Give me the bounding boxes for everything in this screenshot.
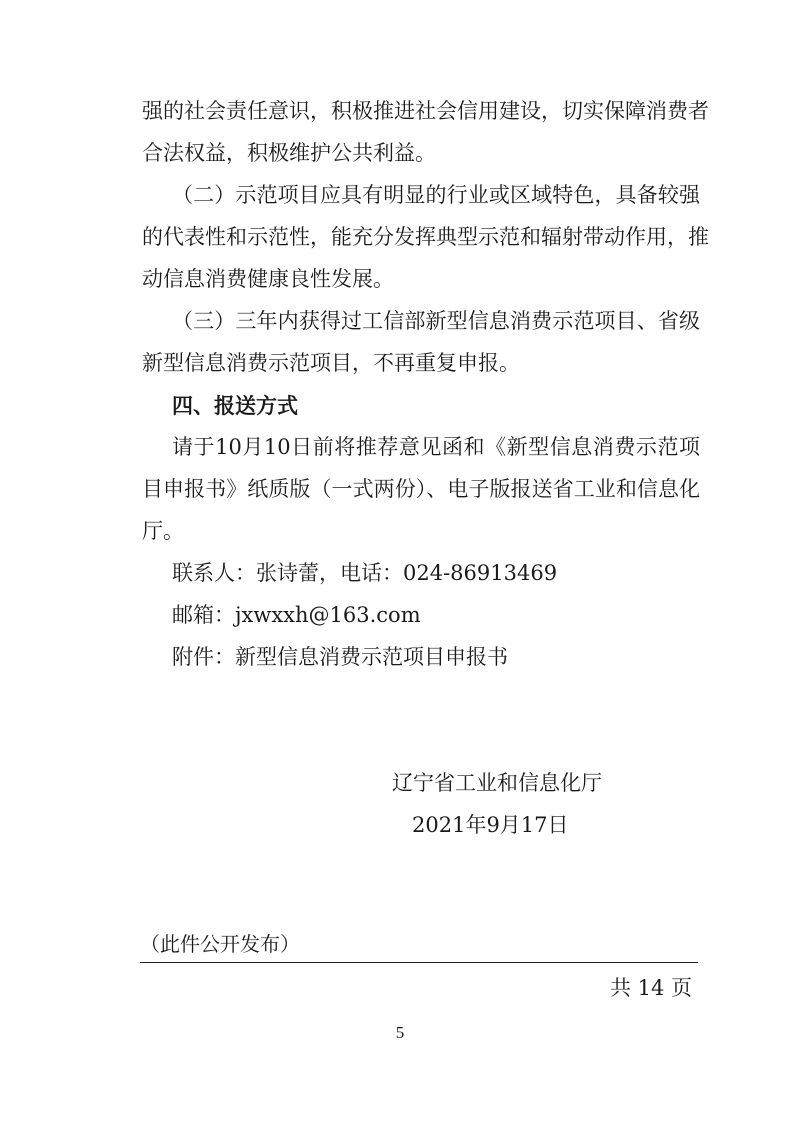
email-line: 邮箱：jxwxxh@163.com bbox=[172, 603, 421, 627]
signature-org: 辽宁省工业和信息化厅 bbox=[392, 771, 602, 795]
section-heading-submission: 四、报送方式 bbox=[172, 393, 298, 418]
footer-divider bbox=[140, 962, 698, 963]
body-p2-line1: （二）示范项目应具有明显的行业或区域特色，具备较强 bbox=[172, 183, 700, 207]
body-p4-line1: 请于10月10日前将推荐意见函和《新型信息消费示范项 bbox=[172, 435, 700, 459]
contact-line: 联系人：张诗蕾，电话：024-86913469 bbox=[172, 561, 558, 585]
signature-date: 2021年9月17日 bbox=[412, 813, 569, 837]
page-number: 5 bbox=[395, 1023, 405, 1042]
body-p1-line2: 合法权益，积极维护公共利益。 bbox=[142, 141, 436, 165]
publish-note: （此件公开发布） bbox=[140, 932, 300, 956]
body-p1-line1: 强的社会责任意识，积极推进社会信用建设，切实保障消费者 bbox=[142, 99, 709, 123]
attachment-line: 附件：新型信息消费示范项目申报书 bbox=[172, 645, 508, 669]
total-pages: 共 14 页 bbox=[610, 976, 693, 1000]
body-p4-line3: 厅。 bbox=[142, 519, 184, 543]
body-p3-line1: （三）三年内获得过工信部新型信息消费示范项目、省级 bbox=[172, 309, 700, 333]
body-p3-line2: 新型信息消费示范项目，不再重复申报。 bbox=[142, 351, 520, 375]
body-p2-line3: 动信息消费健康良性发展。 bbox=[142, 267, 394, 291]
body-p4-line2: 目申报书》纸质版（一式两份）、电子版报送省工业和信息化 bbox=[142, 477, 700, 501]
body-p2-line2: 的代表性和示范性，能充分发挥典型示范和辐射带动作用，推 bbox=[142, 225, 709, 249]
